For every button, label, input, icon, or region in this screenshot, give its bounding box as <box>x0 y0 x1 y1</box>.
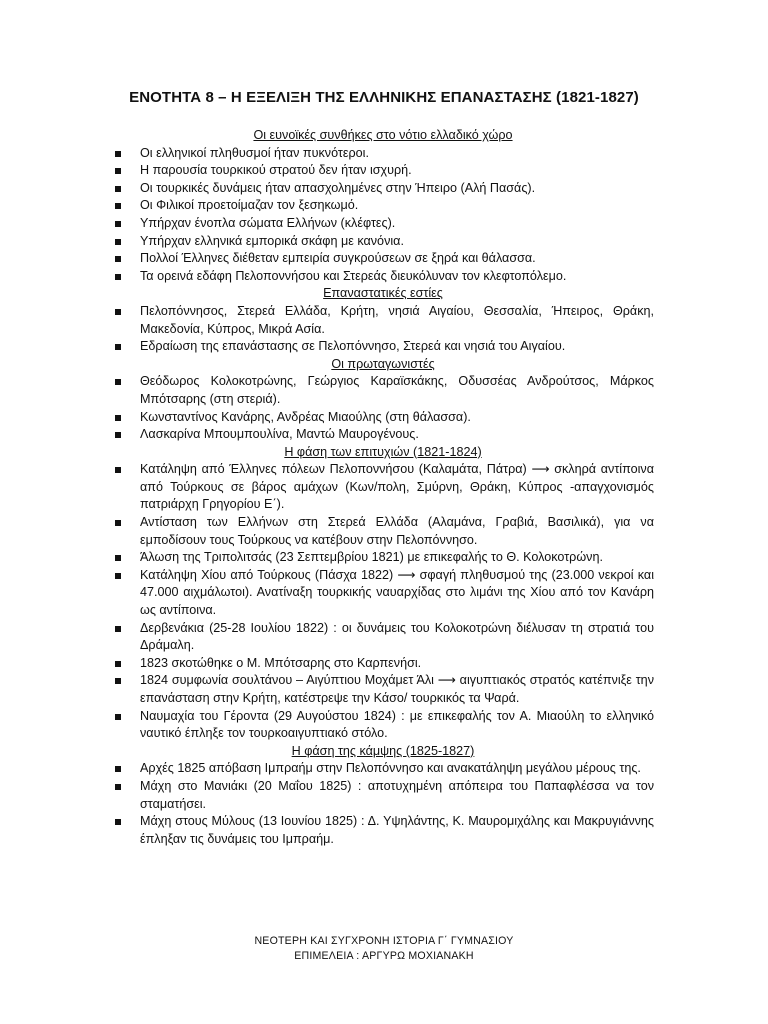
list-item-text: Δερβενάκια (25-28 Ιουλίου 1822) : οι δυνάμεις του Κολοκοτρώνη διέλυσαν τη στρατιά του Δράμαλη. <box>140 620 654 653</box>
list-item <box>112 708 654 743</box>
bullet-icon <box>115 678 121 684</box>
bullet-icon <box>115 221 121 227</box>
section-decline-phase <box>112 743 654 849</box>
bullet-icon <box>115 344 121 350</box>
list-item <box>112 162 654 180</box>
bullet-icon <box>115 203 121 209</box>
list-item-text: 1824 συμφωνία σουλτάνου – Αιγύπτιου Μοχάμετ Άλι ⟶ αιγυπτιακός στρατός κατέπνιξε την επανάσταση στην Κρήτη, κατέστρεψε την Κάσο/ τουρκικός τα Ψαρά. <box>140 673 654 705</box>
list-item <box>112 303 654 338</box>
list-item-text: Κατάληψη Χίου από Τούρκους (Πάσχα 1822) ⟶ σφαγή πληθυσμού της (23.000 νεκροί και 47.000 αιχμάλωτοι). Ανατίναξη τουρκικής ναυαρχίδας στο λιμάνι της Χίου από τον Κανάρη ως αντίποινα. <box>140 567 654 618</box>
list-item-text: Άλωση της Τριπολιτσάς (23 Σεπτεμβρίου 1821) με επικεφαλής το Θ. Κολοκοτρώνη. <box>140 550 603 565</box>
section-heading: Οι πρωταγωνιστές <box>331 356 435 371</box>
section-protagonists <box>112 356 654 444</box>
section-heading: Η φάση της κάμψης (1825-1827) <box>291 743 475 758</box>
bullet-icon <box>115 432 121 438</box>
section-success-phase <box>112 444 654 743</box>
bullet-icon <box>115 186 121 192</box>
list-item <box>112 250 654 268</box>
list-item-text: Αντίσταση των Ελλήνων στη Στερεά Ελλάδα (Αλαμάνα, Γραβιά, Βασιλικά), για να εμποδίσουν τους Τούρκους να κατέβουν στην Πελοπόννησο. <box>140 515 654 547</box>
bullet-icon <box>115 467 121 473</box>
bullet-icon <box>115 520 121 526</box>
bullet-icon <box>115 555 121 561</box>
list-item <box>112 655 654 673</box>
list-item <box>112 672 654 707</box>
bullet-icon <box>115 766 121 772</box>
bullet-icon <box>115 714 121 720</box>
list-item <box>112 760 654 778</box>
list-item <box>112 514 654 549</box>
page-footer <box>0 934 768 964</box>
section-heading: Επαναστατικές εστίες <box>323 286 443 301</box>
bullet-list <box>112 145 654 286</box>
list-item <box>112 197 654 215</box>
bullet-icon <box>115 661 121 667</box>
footer-course: ΝΕΟΤΕΡΗ ΚΑΙ ΣΥΓΧΡΟΝΗ ΙΣΤΟΡΙΑ Γ΄ ΓΥΜΝΑΣΙΟΥ <box>254 935 514 947</box>
bullet-icon <box>115 168 121 174</box>
list-item <box>112 778 654 813</box>
list-item-text: Κωνσταντίνος Κανάρης, Ανδρέας Μιαούλης (στη θάλασσα). <box>140 409 471 424</box>
bullet-icon <box>115 379 121 385</box>
bullet-icon <box>115 784 121 790</box>
list-item <box>112 409 654 427</box>
page-title: ΕΝΟΤΗΤΑ 8 – Η ΕΞΕΛΙΞΗ ΤΗΣ ΕΛΛΗΝΙΚΗΣ ΕΠΑΝΑΣΤΑΣΗΣ (1821-1827) <box>129 89 639 106</box>
list-item-text: Μάχη στους Μύλους (13 Ιουνίου 1825) : Δ. Υψηλάντης, Κ. Μαυρομιχάλης και Μακρυγιάννης έπληξαν τις δυνάμεις του Ιμπραήμ. <box>140 814 654 846</box>
bullet-icon <box>115 239 121 245</box>
list-item <box>112 338 654 356</box>
bullet-icon <box>115 256 121 262</box>
list-item-text: Αρχές 1825 απόβαση Ιμπραήμ στην Πελοπόννησο και ανακατάληψη μεγάλου μέρους της. <box>140 761 641 776</box>
list-item <box>112 233 654 251</box>
bullet-icon <box>115 573 121 579</box>
list-item <box>112 813 654 848</box>
bullet-list <box>112 760 654 848</box>
list-item-text: Ναυμαχία του Γέροντα (29 Αυγούστου 1824) : με επικεφαλής τον Α. Μιαούλη το ελληνικό ναυτικό έπληξε τον τουρκοαιγυπτιακό στόλο. <box>140 708 654 741</box>
bullet-icon <box>115 151 121 157</box>
bullet-icon <box>115 309 121 315</box>
list-item-text: Λασκαρίνα Μπουμπουλίνα, Μαντώ Μαυρογένους. <box>140 427 419 442</box>
list-item-text: Τα ορεινά εδάφη Πελοποννήσου και Στερεάς διευκόλυναν τον κλεφτοπόλεμο. <box>140 268 567 283</box>
bullet-icon <box>115 819 121 825</box>
list-item <box>112 215 654 233</box>
list-item-text: Μάχη στο Μανιάκι (20 Μαΐου 1825) : αποτυχημένη απόπειρα του Παπαφλέσσα να τον σταματήσει. <box>140 778 654 811</box>
list-item <box>112 620 654 655</box>
list-item <box>112 426 654 444</box>
content-body <box>112 127 654 848</box>
list-item <box>112 180 654 198</box>
list-item-text: Υπήρχαν ένοπλα σώματα Ελλήνων (κλέφτες). <box>140 215 396 230</box>
bullet-list <box>112 303 654 356</box>
list-item <box>112 373 654 408</box>
bullet-icon <box>115 274 121 280</box>
list-item <box>112 461 654 514</box>
list-item <box>112 145 654 163</box>
list-item-text: Η παρουσία τουρκικού στρατού δεν ήταν ισχυρή. <box>140 163 412 178</box>
list-item-text: Πολλοί Έλληνες διέθεταν εμπειρία συγκρούσεων σε ξηρά και θάλασσα. <box>140 251 536 266</box>
list-item-text: Θεόδωρος Κολοκοτρώνης, Γεώργιος Καραϊσκάκης, Οδυσσέας Ανδρούτσος, Μάρκος Μπότσαρης (στη στεριά). <box>140 374 654 406</box>
bullet-list <box>112 461 654 743</box>
bullet-icon <box>115 626 121 632</box>
list-item <box>112 549 654 567</box>
footer-author: ΕΠΙΜΕΛΕΙΑ : ΑΡΓΥΡΩ ΜΟΧΙΑΝΑΚΗ <box>294 950 474 962</box>
bullet-icon <box>115 415 121 421</box>
list-item <box>112 268 654 286</box>
list-item-text: Οι ελληνικοί πληθυσμοί ήταν πυκνότεροι. <box>140 145 369 160</box>
list-item-text: Οι τουρκικές δυνάμεις ήταν απασχολημένες στην Ήπειρο (Αλή Πασάς). <box>140 180 536 195</box>
list-item-text: Οι Φιλικοί προετοίμαζαν τον ξεσηκωμό. <box>140 198 359 213</box>
list-item-text: Πελοπόννησος, Στερεά Ελλάδα, Κρήτη, νησιά Αιγαίου, Θεσσαλία, Ήπειρος, Θράκη, Μακεδονία, Κύπρος, Μικρά Ασία. <box>140 303 654 336</box>
list-item-text: Κατάληψη από Έλληνες πόλεων Πελοποννήσου (Καλαμάτα, Πάτρα) ⟶ σκληρά αντίποινα από Τούρκους σε βάρος αμάχων (Κων/πολη, Σμύρνη, Θράκη, Κύπρος -απαγχονισμός πατριάρχη Γρηγορίου Ε΄). <box>140 462 654 512</box>
list-item-text: Εδραίωση της επανάστασης σε Πελοπόννησο, Στερεά και νησιά του Αιγαίου. <box>140 339 566 354</box>
section-revolutionary-centers <box>112 285 654 355</box>
bullet-list <box>112 373 654 443</box>
list-item-text: 1823 σκοτώθηκε ο Μ. Μπότσαρης στο Καρπενήσι. <box>140 655 422 670</box>
section-heading: Η φάση των επιτυχιών (1821-1824) <box>284 444 482 459</box>
list-item <box>112 567 654 620</box>
section-heading: Οι ευνοϊκές συνθήκες στο νότιο ελλαδικό χώρο <box>253 128 513 142</box>
section-favorable-conditions <box>112 127 654 285</box>
list-item-text: Υπήρχαν ελληνικά εμπορικά σκάφη με κανόνια. <box>140 233 404 248</box>
